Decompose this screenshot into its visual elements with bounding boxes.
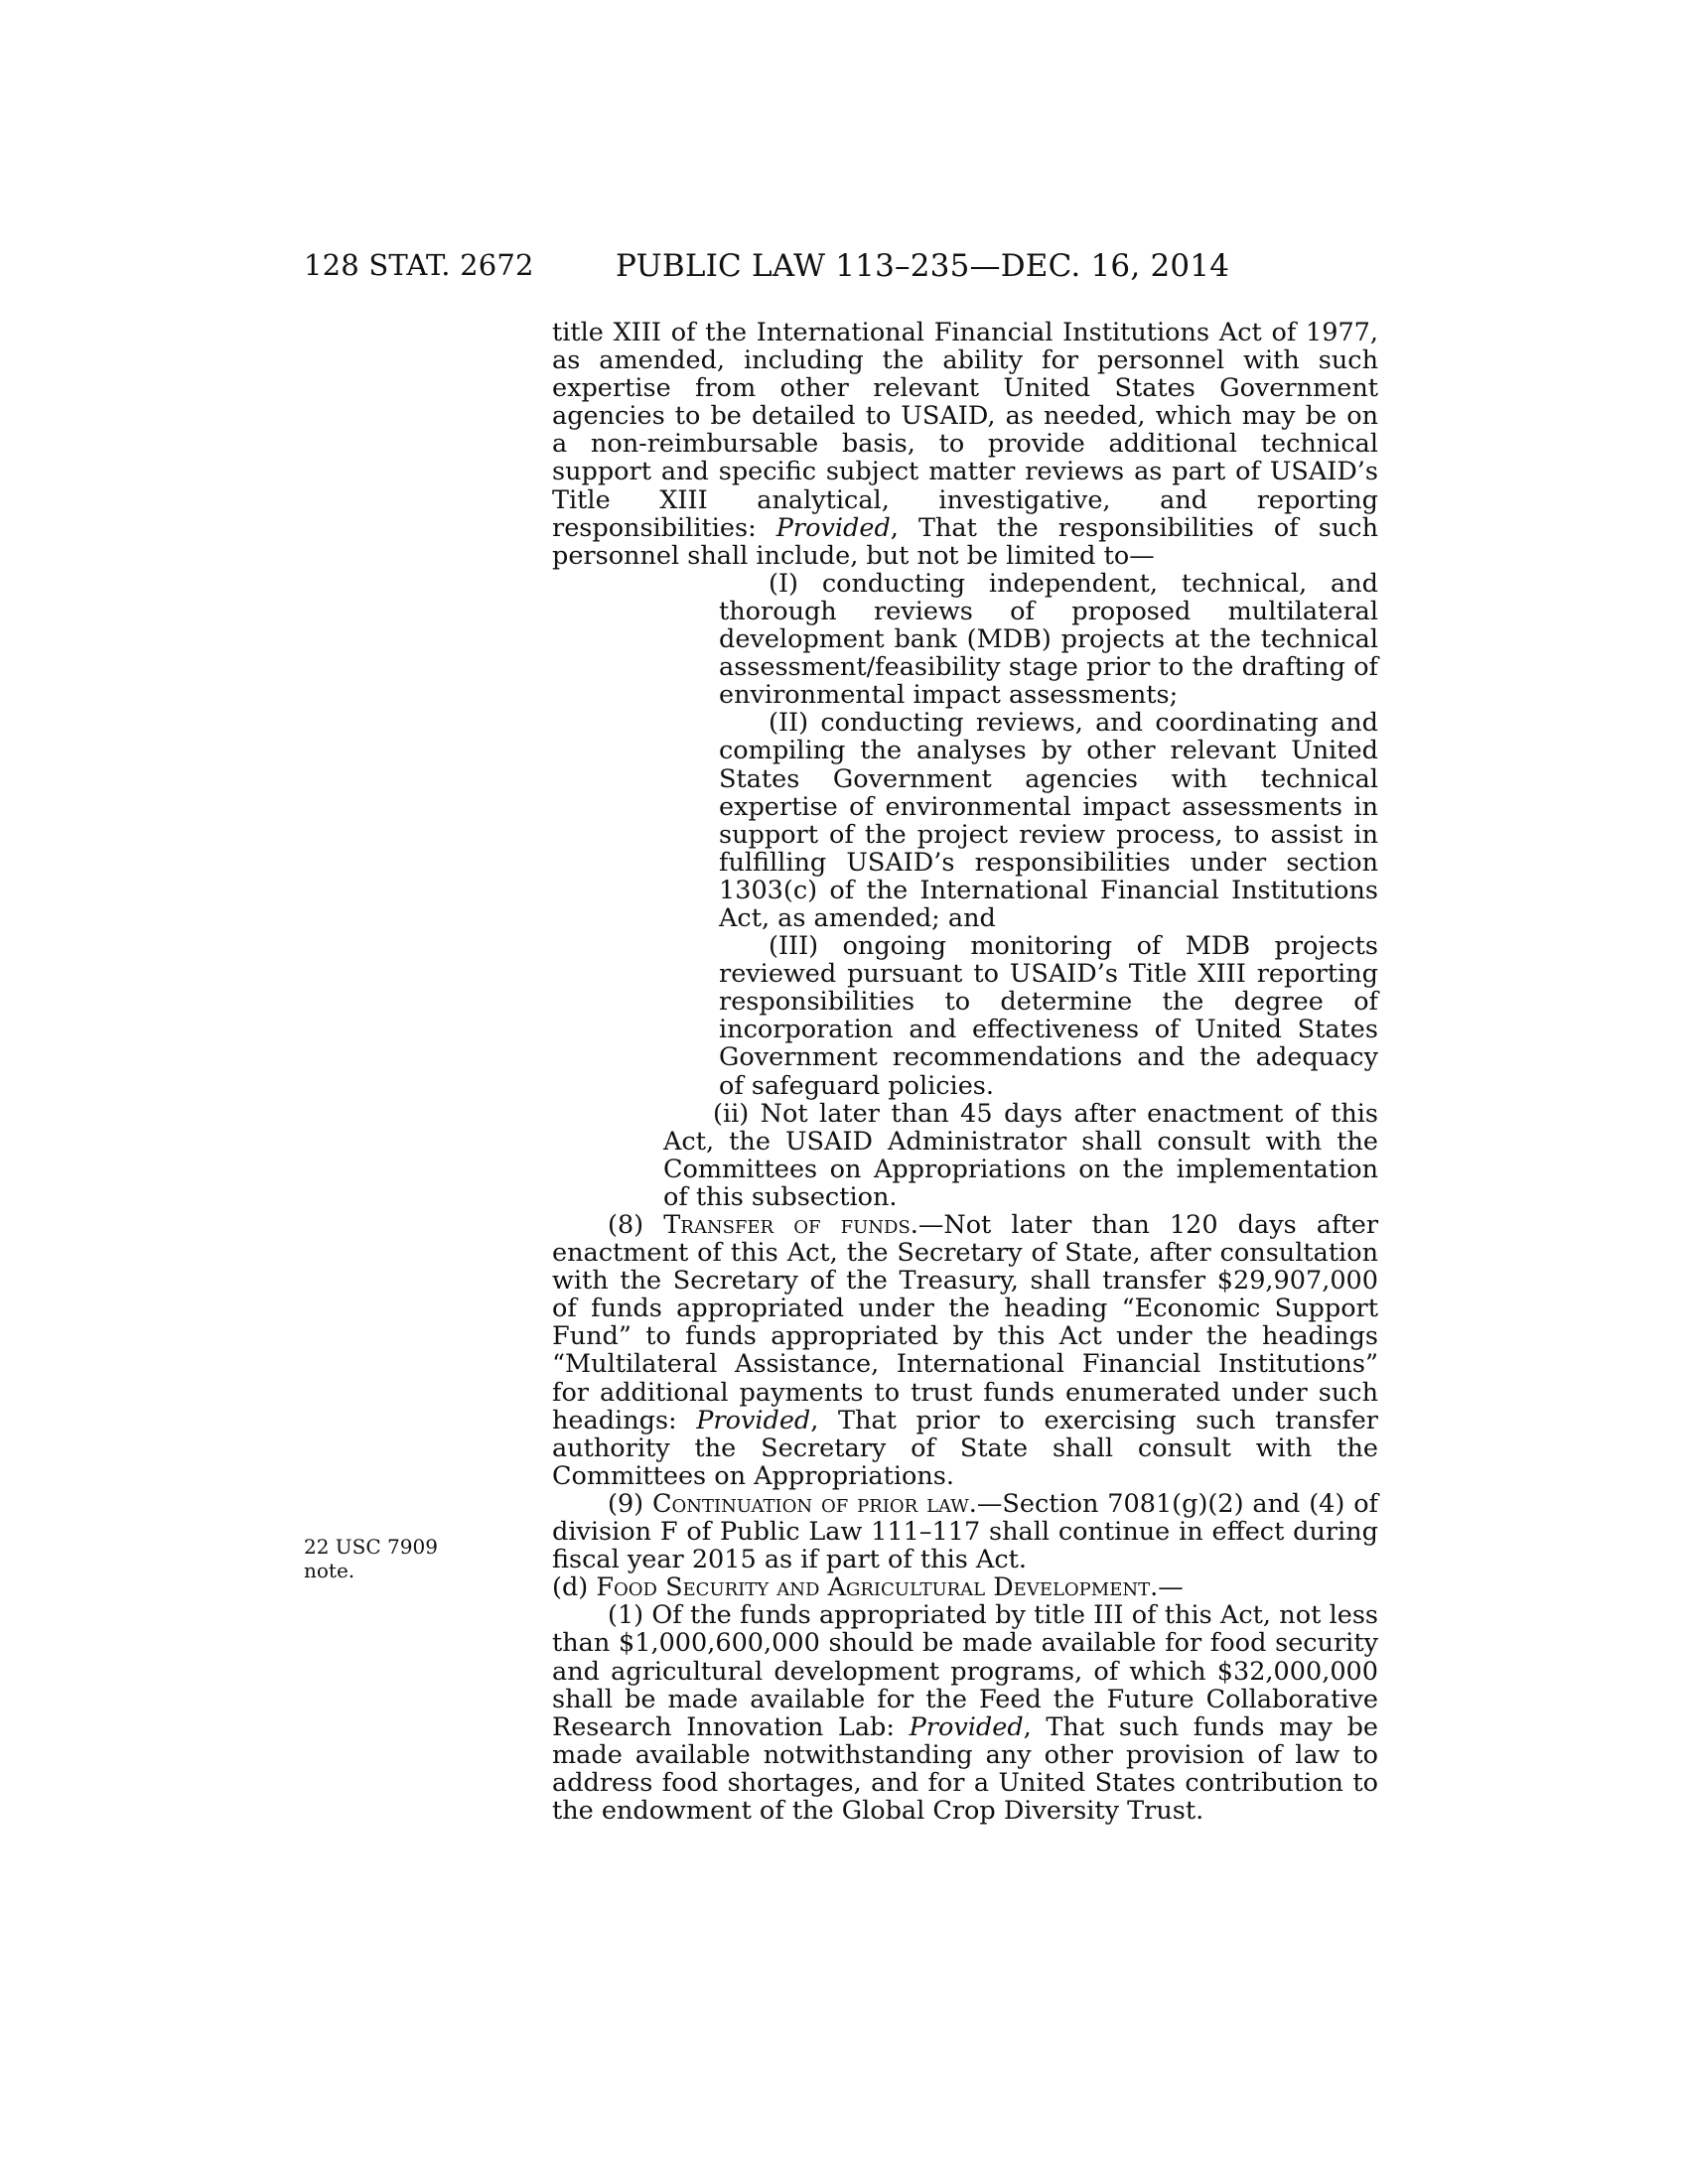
paragraph-d1-text: (1) Of the funds appropriated by title III of this Act, not less than $1,000,600,000 should be made available for food security and agricultural development programs, of which $32,000,000 shall be made available for the Feed the Future Collaborative Research Innovation Lab: (552, 1600, 1378, 1742)
paragraph-8-text: .—Not later than 120 days after enactment of this Act, the Secretary of State, after consultation with the Secretary of the Treasury, shall transfer $29,907,000 of funds appropriated under the heading “Economic Support Fund” to funds appropriated by this Act under the headings “Multilateral Assistance, International Financial Institutions” for additional payments to trust funds enumerated under such headings: (552, 1210, 1379, 1435)
lead-text-end: , That the responsibilities of such personnel shall include, but not be limited to— (552, 512, 1379, 571)
page-header (0, 248, 1688, 288)
paragraph-9-text: .—Section 7081(g)(2) and (4) of division F of Public Law 111–117 shall continue in effect during fiscal year 2015 as if part of this Act. (552, 1488, 1378, 1575)
paragraph-8-number: (8) (608, 1210, 664, 1240)
provided-italic: Provided (909, 1711, 1024, 1742)
margin-note-citation: 22 USC 7909 (304, 1535, 438, 1559)
subclause-III: (III) ongoing monitoring of MDB projects reviewed pursuant to USAID’s Title XIII reporting responsibilities to determine the degree of incorporation and effectiveness of United States Government recommendations and the adequacy of safeguard policies. (719, 931, 1378, 1101)
section-d-heading (552, 1573, 1378, 1601)
margin-note (304, 1535, 438, 1582)
paragraph-d1 (552, 1601, 1378, 1825)
section-d-number: (d) (552, 1572, 597, 1603)
subclause-I: (I) conducting independent, technical, and thorough reviews of proposed multilateral development bank (MDB) projects at the technical assessment/feasibility stage prior to the drafting of environmental impact assessments; (719, 568, 1378, 711)
subclause-II: (II) conducting reviews, and coordinating and compiling the analyses by other relevant United States Government agencies with technical expertise of environmental impact assessments in support of the project review process, to assist in fulfilling USAID’s responsibilities under section 1303(c) of the International Financial Institutions Act, as amended; and (719, 708, 1378, 933)
paragraph-9-heading: Continuation of prior law (652, 1488, 969, 1519)
paragraph-8 (552, 1211, 1378, 1490)
paragraph-9-number: (9) (608, 1488, 652, 1519)
paragraph-9 (552, 1490, 1378, 1573)
paragraph-8-heading: Transfer of funds (663, 1210, 911, 1240)
lead-paragraph (552, 319, 1378, 570)
clause-ii: (ii) Not later than 45 days after enactment of this Act, the USAID Administrator shall consult with the Committees on Appropriations on the implementation of this subsection. (663, 1098, 1378, 1212)
stat-citation: 128 STAT. 2672 (304, 248, 534, 282)
lead-text: title XIII of the International Financial Institutions Act of 1977, as amended, including the ability for personnel with such expertise from other relevant United States Government agencies to be detailed to USAID, as needed, which may be on a non-reimbursable basis, to provide additional technical support and specific subject matter reviews as part of USAID’s Title XIII analytical, investigative, and reporting responsibilities: (552, 318, 1378, 543)
margin-note-label: note. (304, 1559, 355, 1582)
running-head: PUBLIC LAW 113–235—DEC. 16, 2014 (616, 248, 1230, 284)
provided-italic: Provided (696, 1405, 811, 1435)
section-d-dash: .— (1150, 1572, 1184, 1603)
provided-italic: Provided (775, 512, 891, 543)
paragraph-8-text-end: , That prior to exercising such transfer authority the Secretary of State shall consult with the Committees on Appropriations. (552, 1405, 1378, 1491)
paragraph-d1-text-end: , That such funds may be made available notwithstanding any other provision of law to address food shortages, and for a United States contribution to the endowment of the Global Crop Diversity Trust. (552, 1711, 1378, 1826)
section-d-title: Food Security and Agricultural Development (596, 1572, 1151, 1603)
statute-text (552, 319, 1378, 1825)
